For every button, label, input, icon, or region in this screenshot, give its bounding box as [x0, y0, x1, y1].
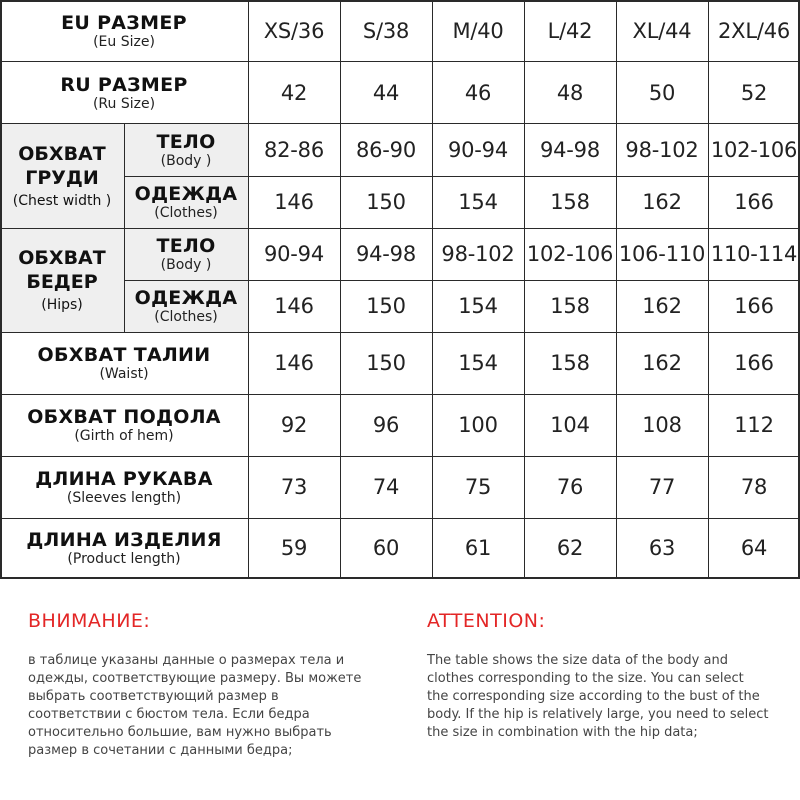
sleeve-value: 75 — [464, 475, 492, 499]
grid-line — [0, 0, 2, 579]
note-en-line: the corresponding size according to the bust of the — [427, 689, 760, 704]
waist-value: 166 — [734, 351, 774, 375]
chest-body-value: 86-90 — [355, 138, 417, 162]
chest-body-title: ТЕЛО — [156, 130, 216, 153]
hem-value: 104 — [550, 413, 590, 437]
hips-body-label — [124, 228, 248, 280]
grid-line — [0, 61, 800, 62]
grid-line — [432, 0, 433, 579]
chest-clothes-value: 146 — [274, 190, 314, 214]
waist-value: 146 — [274, 351, 314, 375]
hips-clothes-value: 154 — [458, 294, 498, 318]
chest-clothes-value: 150 — [366, 190, 406, 214]
chest-body-value: 98-102 — [625, 138, 699, 162]
note-ru-text — [28, 652, 388, 760]
chest-label-sub: (Chest width ) — [12, 193, 112, 209]
grid-line — [0, 123, 800, 124]
grid-line — [616, 0, 617, 579]
eu-size-subtitle: (Eu Size) — [93, 33, 155, 50]
waist-value: 158 — [550, 351, 590, 375]
sleeve-value: 77 — [648, 475, 676, 499]
hips-clothes-value: 166 — [734, 294, 774, 318]
product-length-value: 60 — [372, 536, 400, 560]
size-header-s: S/38 — [362, 19, 410, 43]
size-header-xs: XS/36 — [263, 19, 325, 43]
eu-size-label — [0, 0, 248, 62]
product-length-value: 63 — [648, 536, 676, 560]
chest-clothes-sub: (Clothes) — [154, 204, 218, 221]
note-ru-line: относительно большие, вам нужно выбрать — [28, 725, 332, 740]
hips-body-value: 90-94 — [263, 242, 325, 266]
grid-line — [0, 456, 800, 457]
notes-section — [0, 580, 800, 800]
eu-size-title: EU РАЗМЕР — [61, 11, 187, 34]
product-length-value: 62 — [556, 536, 584, 560]
hips-label-sub: (Hips) — [41, 297, 83, 313]
note-ru — [28, 610, 388, 760]
note-ru-line: в таблице указаны данные о размерах тела и — [28, 653, 345, 668]
hem-title: ОБХВАТ ПОДОЛА — [27, 405, 221, 428]
sleeve-label — [0, 456, 248, 518]
hem-value: 100 — [458, 413, 498, 437]
hips-clothes-value: 150 — [366, 294, 406, 318]
chest-body-value: 82-86 — [263, 138, 325, 162]
note-ru-line: одежды, соответствующие размеру. Вы можете — [28, 671, 362, 686]
hips-body-sub: (Body ) — [160, 256, 212, 273]
note-en-title: ATTENTION: — [427, 610, 546, 632]
chest-body-value: 94-98 — [539, 138, 601, 162]
size-header-m: M/40 — [452, 19, 504, 43]
chest-clothes-value: 154 — [458, 190, 498, 214]
hips-clothes-label — [124, 280, 248, 332]
grid-line — [708, 0, 709, 579]
waist-value: 162 — [642, 351, 682, 375]
grid-line — [524, 0, 525, 579]
note-en-line: clothes corresponding to the size. You can select — [427, 671, 744, 686]
product-length-value: 61 — [464, 536, 492, 560]
note-ru-line: соответствии с бюстом тела. Если бедра — [28, 707, 310, 722]
chest-group-label — [0, 124, 124, 228]
hips-group-label — [0, 228, 124, 332]
hips-clothes-sub: (Clothes) — [154, 308, 218, 325]
hips-clothes-title: ОДЕЖДА — [134, 286, 238, 309]
hips-body-value: 110-114 — [710, 242, 798, 266]
hem-value: 96 — [372, 413, 400, 437]
ru-size-subtitle: (Ru Size) — [92, 95, 156, 112]
waist-title: ОБХВАТ ТАЛИИ — [37, 343, 211, 366]
hips-clothes-value: 158 — [550, 294, 590, 318]
chest-body-sub: (Body ) — [160, 152, 212, 169]
ru-size-value: 46 — [464, 81, 492, 105]
sleeve-value: 74 — [372, 475, 400, 499]
hips-body-value: 98-102 — [441, 242, 515, 266]
chest-body-label — [124, 124, 248, 176]
note-ru-line: выбрать соответствующий размер в — [28, 689, 279, 704]
ru-size-value: 50 — [648, 81, 676, 105]
note-en — [427, 610, 787, 742]
grid-line — [124, 124, 125, 332]
ru-size-title: RU РАЗМЕР — [60, 73, 188, 96]
chest-clothes-value: 158 — [550, 190, 590, 214]
waist-value: 154 — [458, 351, 498, 375]
note-en-line: The table shows the size data of the body and — [427, 653, 728, 668]
hips-body-value: 106-110 — [618, 242, 706, 266]
note-en-text — [427, 652, 787, 742]
note-en-line: body. If the hip is relatively large, you need to select — [427, 707, 769, 722]
grid-line — [0, 577, 800, 579]
sleeve-title: ДЛИНА РУКАВА — [35, 467, 213, 490]
grid-line — [0, 0, 800, 2]
grid-line — [124, 176, 800, 177]
chest-body-value: 90-94 — [447, 138, 509, 162]
hem-value: 108 — [642, 413, 682, 437]
chest-clothes-value: 166 — [734, 190, 774, 214]
sleeve-value: 76 — [556, 475, 584, 499]
ru-size-value: 52 — [740, 81, 768, 105]
product-length-label — [0, 518, 248, 578]
chest-clothes-label — [124, 176, 248, 228]
hips-clothes-value: 146 — [274, 294, 314, 318]
sleeve-value: 73 — [280, 475, 308, 499]
ru-size-label — [0, 62, 248, 124]
waist-subtitle: (Waist) — [99, 365, 149, 382]
hips-body-title: ТЕЛО — [156, 234, 216, 257]
grid-line — [248, 0, 249, 579]
hips-body-value: 94-98 — [355, 242, 417, 266]
product-length-value: 59 — [280, 536, 308, 560]
grid-line — [340, 0, 341, 579]
hem-value: 112 — [734, 413, 774, 437]
grid-line — [0, 228, 800, 229]
note-en-line: the size in combination with the hip data; — [427, 725, 698, 740]
size-header-l: L/42 — [547, 19, 593, 43]
ru-size-value: 42 — [280, 81, 308, 105]
hips-label-line1: ОБХВАТ — [18, 247, 106, 269]
size-header-2xl: 2XL/46 — [717, 19, 791, 43]
grid-line — [124, 280, 800, 281]
sleeve-subtitle: (Sleeves length) — [66, 489, 182, 506]
waist-value: 150 — [366, 351, 406, 375]
note-ru-title: ВНИМАНИЕ: — [28, 610, 151, 632]
hips-body-value: 102-106 — [526, 242, 614, 266]
product-length-value: 64 — [740, 536, 768, 560]
product-length-title: ДЛИНА ИЗДЕЛИЯ — [26, 528, 222, 551]
chest-label-line1: ОБХВАТ — [18, 143, 106, 165]
size-header-xl: XL/44 — [632, 19, 692, 43]
hem-subtitle: (Girth of hem) — [74, 427, 174, 444]
grid-line — [0, 332, 800, 333]
hips-clothes-value: 162 — [642, 294, 682, 318]
grid-line — [0, 394, 800, 395]
chest-label-line2: ГРУДИ — [25, 167, 99, 189]
hips-label-line2: БЕДЕР — [26, 271, 98, 293]
hem-value: 92 — [280, 413, 308, 437]
hem-label — [0, 394, 248, 456]
ru-size-value: 48 — [556, 81, 584, 105]
chest-body-value: 102-106 — [710, 138, 798, 162]
grid-line — [0, 518, 800, 519]
ru-size-value: 44 — [372, 81, 400, 105]
chest-clothes-title: ОДЕЖДА — [134, 182, 238, 205]
chest-clothes-value: 162 — [642, 190, 682, 214]
product-length-subtitle: (Product length) — [67, 550, 181, 567]
waist-label — [0, 332, 248, 394]
sleeve-value: 78 — [740, 475, 768, 499]
note-ru-line: размер в сочетании с данными бедра; — [28, 743, 293, 758]
